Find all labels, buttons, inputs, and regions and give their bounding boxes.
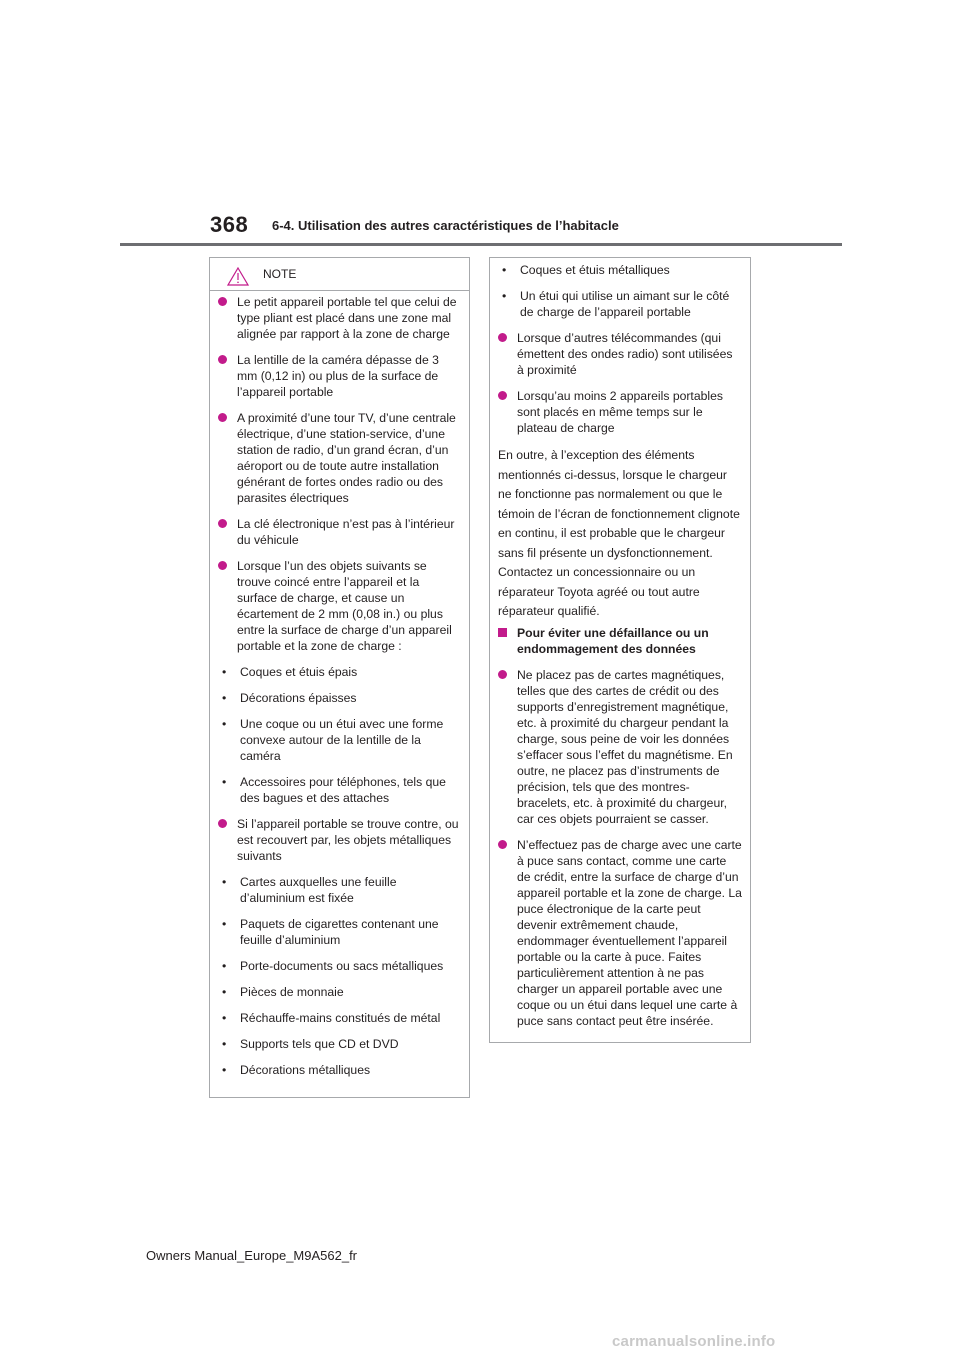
bullet-text: Ne placez pas de cartes magnétiques, telles que des cartes de crédit ou des supports d’enregistrement magnétique, etc. à proximité du chargeur pendant la charge, sous peine de voir les données s’effacer sous l’effet du magnétisme. En outre, ne placez pas d’instruments de précision, tels que des montres-bracelets, etc. à proximité du chargeur, car ces objets pourraient se casser.	[517, 667, 733, 826]
bullet-text: Le petit appareil portable tel que celui de type pliant est placé dans une zone mal alignée par rapport à la zone de charge	[237, 295, 457, 341]
sub-list-item	[220, 874, 461, 906]
bullet-text: Lorsque l’un des objets suivants se trouve coincé entre l’appareil et la surface de charge, et cause un écartement de 2 mm (0,08 in.) ou plus entre la surface de charge d’un appareil portable et la zone de charge :	[237, 559, 452, 653]
sub-list-text: Porte-documents ou sacs métalliques	[240, 959, 444, 973]
page-number: 368	[210, 212, 249, 237]
note-box-right	[489, 257, 751, 1043]
bullet-text: Pour éviter une défaillance ou un endommagement des données	[517, 625, 709, 656]
round-bullet-icon	[498, 840, 507, 849]
sub-list-text: Cartes auxquelles une feuille d’aluminium est fixée	[240, 875, 397, 905]
round-bullet-icon	[498, 670, 507, 679]
sub-list-item	[500, 262, 742, 278]
sub-list-text: Un étui qui utilise un aimant sur le côté de charge de l’appareil portable	[520, 289, 730, 319]
warning-triangle-icon	[227, 267, 249, 286]
bullet-text: La clé électronique n’est pas à l’intérieur du véhicule	[237, 517, 455, 547]
sub-list-item	[500, 288, 742, 320]
dot-bullet-icon: •	[222, 1011, 227, 1025]
sub-list-item	[220, 774, 461, 806]
sub-list-text: Supports tels que CD et DVD	[240, 1037, 399, 1051]
sub-list-text: Une coque ou un étui avec une forme convexe autour de la lentille de la caméra	[240, 717, 444, 763]
bullet-text: La lentille de la caméra dépasse de 3 mm (0,12 in) ou plus de la surface de l’appareil portable	[237, 353, 439, 399]
bullet-item	[218, 816, 461, 864]
dot-bullet-icon: •	[222, 875, 227, 889]
bullet-item	[498, 667, 742, 827]
footer-manual-name: Owners Manual_Europe_M9A562_fr	[146, 1248, 358, 1263]
round-bullet-icon	[498, 391, 507, 400]
section-title: 6-4. Utilisation des autres caractéristiques de l’habitacle	[272, 218, 619, 233]
sub-list-item	[220, 1062, 461, 1078]
round-bullet-icon	[218, 819, 227, 828]
bullet-text: Lorsqu’au moins 2 appareils portables sont placés en même temps sur le plateau de charge	[517, 389, 723, 435]
note-label: NOTE	[263, 267, 297, 281]
sub-list-item	[220, 1010, 461, 1026]
sub-list-text: Paquets de cigarettes contenant une feuille d’aluminium	[240, 917, 439, 947]
dot-bullet-icon: •	[222, 665, 227, 679]
paragraph: En outre, à l’exception des éléments mentionnés ci-dessus, lorsque le chargeur ne fonctionne pas normalement ou que le témoin de l’écran de fonctionnement clignote en continu, il est probable que le chargeur sans fil présente un dysfonctionnement. Contactez un concessionnaire ou un réparateur Toyota agréé ou tout autre réparateur qualifié.	[498, 448, 740, 618]
square-bullet-icon	[498, 628, 507, 637]
bullet-text: Si l’appareil portable se trouve contre, ou est recouvert par, les objets métalliques suivants	[237, 817, 459, 863]
sub-list-text: Décorations métalliques	[240, 1063, 371, 1077]
bullet-item	[218, 410, 461, 506]
bullet-item	[218, 558, 461, 654]
sub-list-text: Pièces de monnaie	[240, 985, 344, 999]
bullet-item	[498, 837, 742, 1029]
bullet-item	[498, 330, 742, 378]
sub-list-text: Décorations épaisses	[240, 691, 357, 705]
dot-bullet-icon: •	[502, 263, 507, 277]
round-bullet-icon	[218, 413, 227, 422]
subsection-heading	[498, 625, 742, 657]
dot-bullet-icon: •	[222, 1063, 227, 1077]
sub-list-item	[220, 916, 461, 948]
dot-bullet-icon: •	[222, 775, 227, 789]
watermark: carmanualsonline.info	[612, 1333, 776, 1350]
dot-bullet-icon: •	[222, 717, 227, 731]
dot-bullet-icon: •	[222, 1037, 227, 1051]
bullet-item	[218, 516, 461, 548]
header-rule	[120, 243, 842, 246]
sub-list-text: Accessoires pour téléphones, tels que des bagues et des attaches	[240, 775, 446, 805]
dot-bullet-icon: •	[222, 985, 227, 999]
dot-bullet-icon: •	[222, 691, 227, 705]
note-header	[210, 258, 469, 291]
bullet-item	[218, 352, 461, 400]
sub-list-item	[220, 664, 461, 680]
bullet-item	[218, 294, 461, 342]
sub-list-item	[220, 984, 461, 1000]
bullet-text: A proximité d’une tour TV, d’une centrale électrique, d’une station-service, d’une station de radio, d’un grand écran, d’un aéroport ou de toute autre installation générant de fortes ondes radio ou des parasites électriques	[237, 411, 456, 505]
bullet-text: Lorsque d’autres télécommandes (qui émettent des ondes radio) sont utilisées à proximité	[517, 331, 733, 377]
note-box-left	[209, 257, 470, 1098]
note-content-left	[218, 294, 461, 1088]
sub-list-item	[220, 716, 461, 764]
round-bullet-icon	[498, 333, 507, 342]
dot-bullet-icon: •	[222, 917, 227, 931]
sub-list-item	[220, 958, 461, 974]
round-bullet-icon	[218, 355, 227, 364]
bullet-text: N’effectuez pas de charge avec une carte à puce sans contact, comme une carte de crédit, entre la surface de charge d’un appareil portable et la zone de charge. La puce électronique de la carte peut devenir extrêmement chaude, endommager éventuellement l’appareil portable ou la carte à puce. Faites particulièrement attention à ne pas charger un appareil portable avec une coque ou un étui dans lequel une carte à puce sans contact peut être insérée.	[517, 837, 742, 1028]
dot-bullet-icon: •	[222, 959, 227, 973]
sub-list-text: Coques et étuis épais	[240, 665, 358, 679]
sub-list-item	[220, 1036, 461, 1052]
bullet-item	[498, 388, 742, 436]
note-content-right	[498, 262, 742, 1039]
sub-list-text: Coques et étuis métalliques	[520, 263, 670, 277]
round-bullet-icon	[218, 297, 227, 306]
round-bullet-icon	[218, 519, 227, 528]
sub-list-text: Réchauffe-mains constitués de métal	[240, 1011, 441, 1025]
dot-bullet-icon: •	[502, 289, 507, 303]
sub-list-item	[220, 690, 461, 706]
round-bullet-icon	[218, 561, 227, 570]
